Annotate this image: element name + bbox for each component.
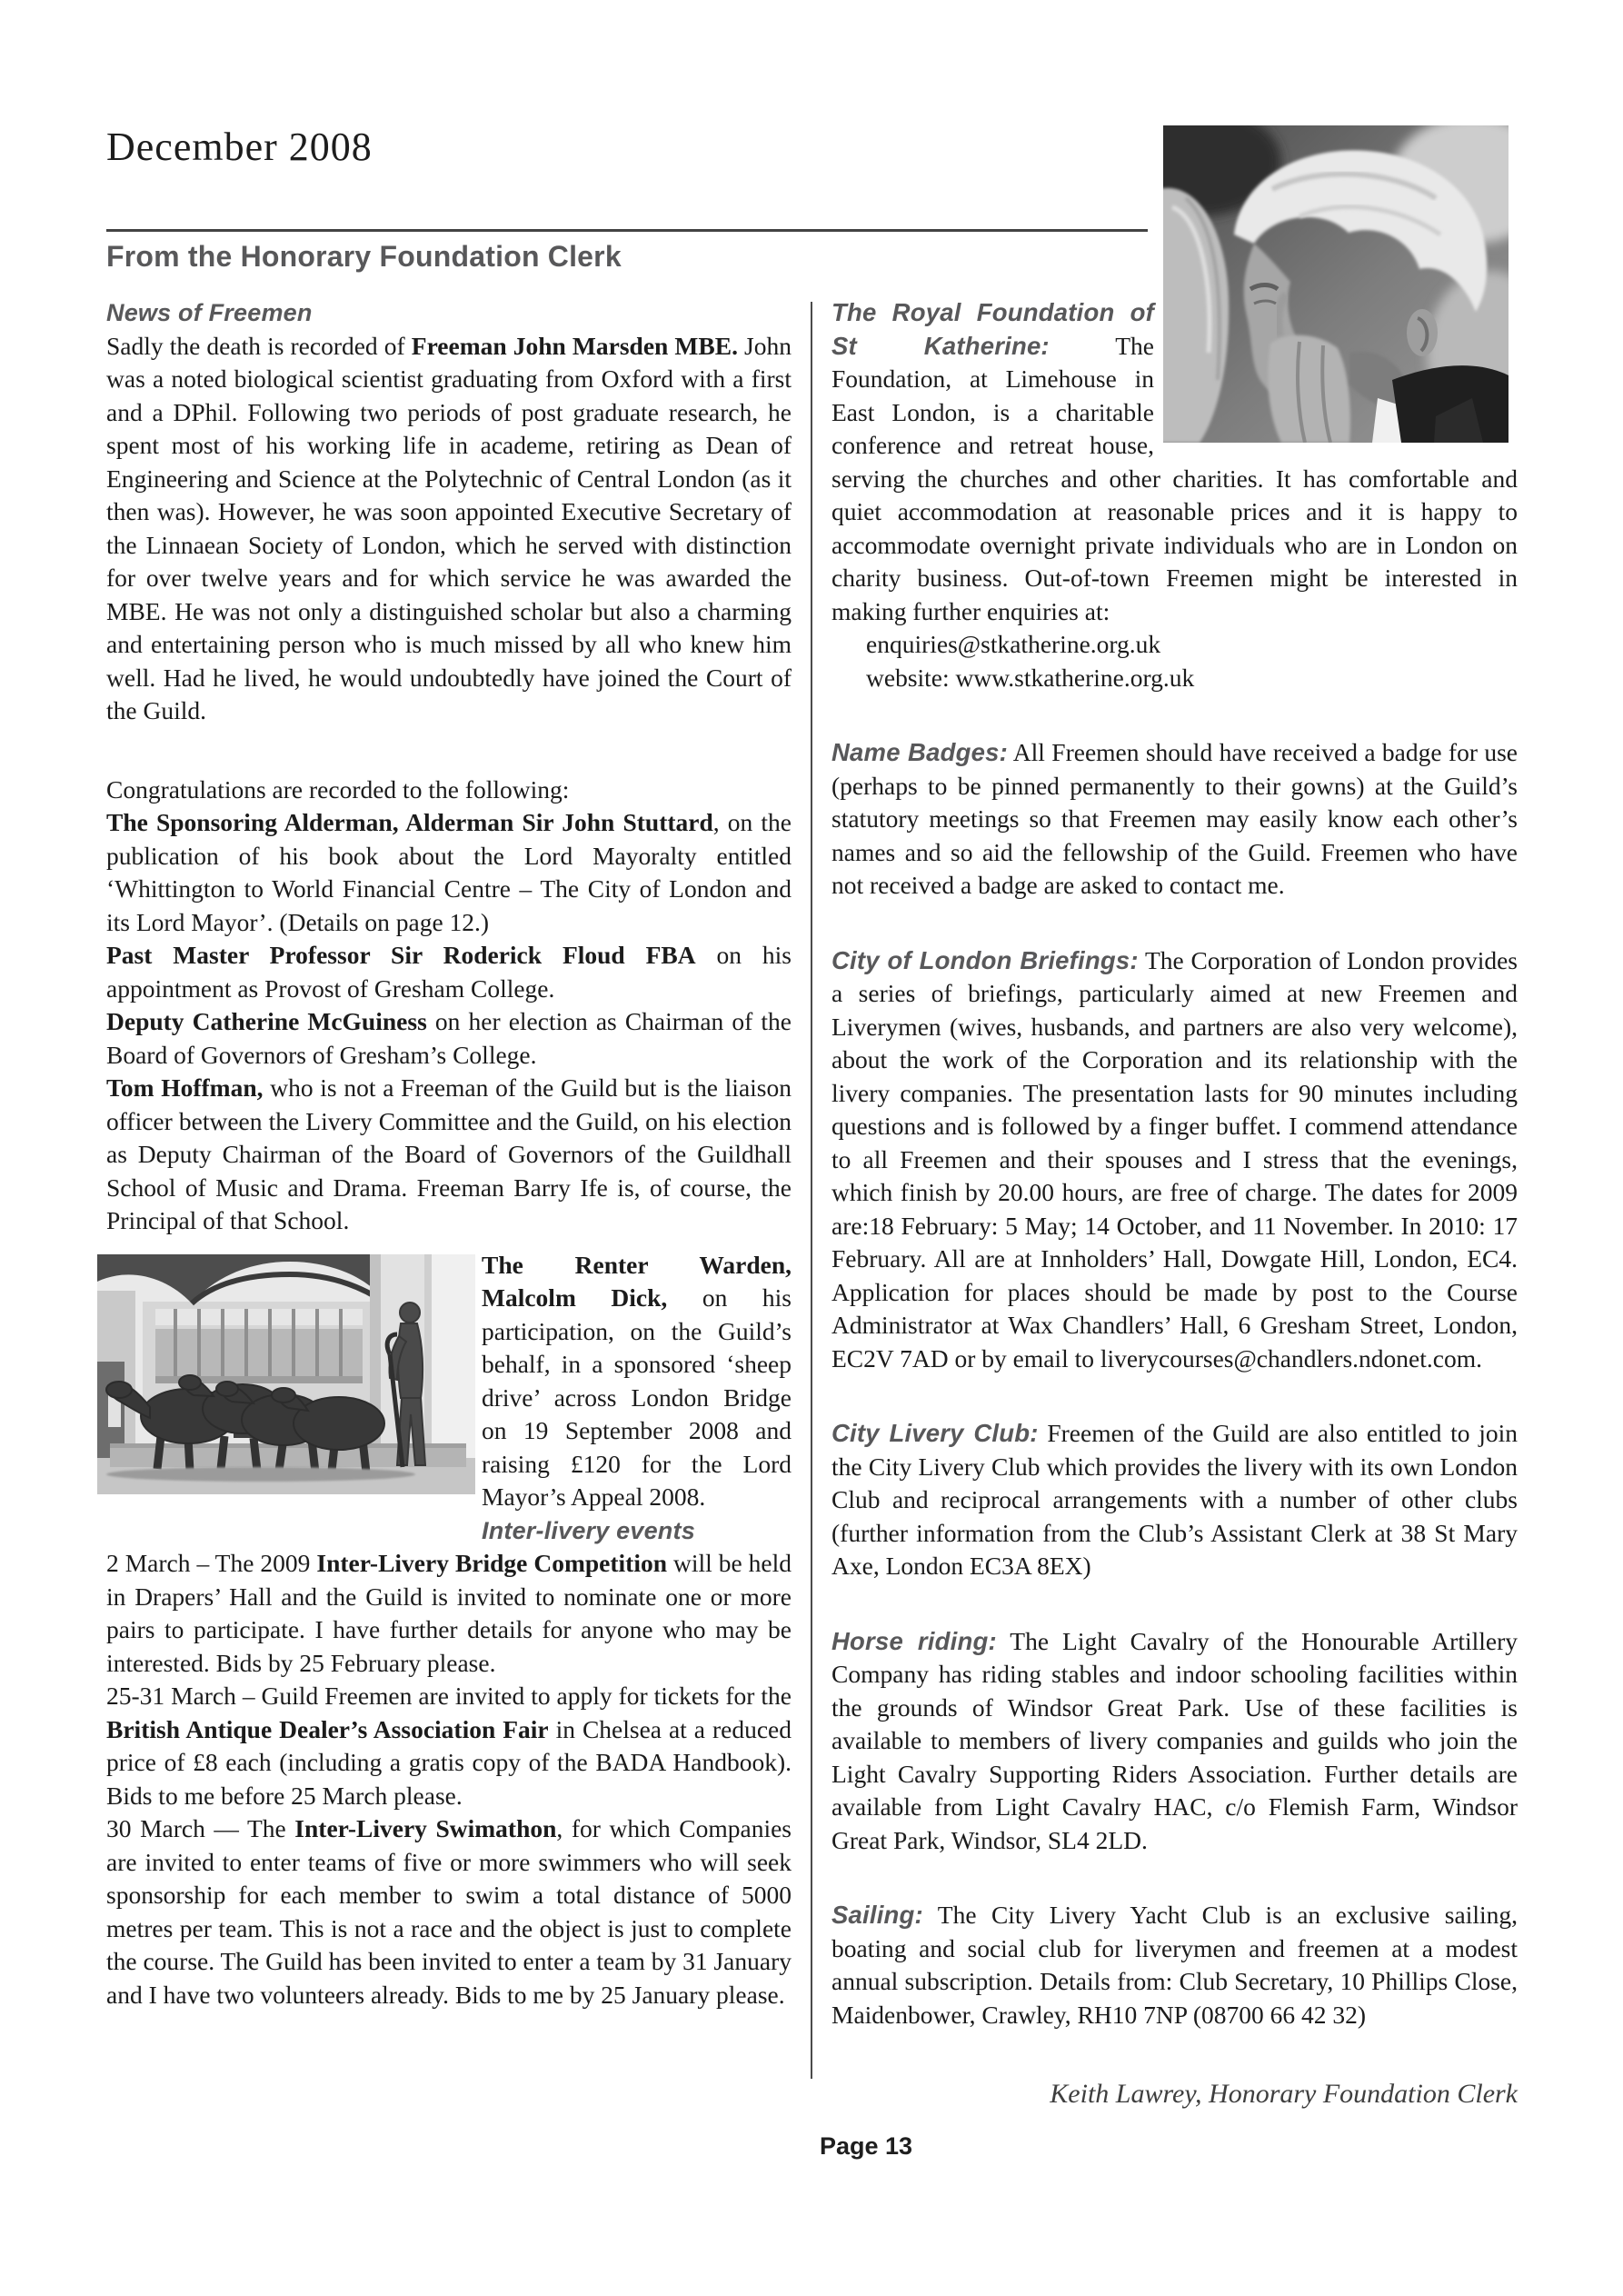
left-column — [106, 296, 792, 2111]
column-divider — [811, 302, 812, 2079]
subheading-news-of-freemen: News of Freemen — [106, 299, 313, 326]
paragraph-horse-riding: Horse riding: The Light Cavalry of the Honourable Artillery Company has riding stables and indoor schooling facilities within the grounds of Windsor Great Park. Use of these facilities is available to members of livery companies and guilds who join the Light Cavalry Supporting Riders Association. Further details are available from Light Cavalry HAC, c/o Flemish Farm, Windsor Great Park, Windsor, SL4 2LD. — [831, 1626, 1518, 1854]
paragraph-swimathon: 30 March — The Inter-Livery Swimathon, for which Companies are invited to enter teams of five or more swimmers who will seek sponsorship for each member to swim a total distance of 5000 metres per team. This is not a race and the object is just to complete the course. The Guild has been invited to enter a team by 31 January and I have two volunteers already. Bids to me by 25 January please. — [106, 1814, 792, 2009]
sheep-photo-graphic — [97, 1254, 475, 1494]
section-heading: From the Honorary Foundation Clerk — [106, 240, 622, 273]
portrait-photo-spacer — [1154, 296, 1518, 460]
header-rule — [106, 229, 1148, 232]
paragraph-renter-warden-text: The Renter Warden, Malcolm Dick, on his participation, on the Guild’s behalf, in a sponsored ‘sheep drive’ across London Bridge on 19 September 2008 and raising £120 for the Lord Mayor’s Appeal 2008. — [482, 1250, 792, 1511]
paragraph-name-badges: Name Badges: All Freemen should have received a badge for use (perhaps to be pinned permanently to their gowns) at the Guild’s statutory meetings so that Freemen may easily know each other’s names and so aid the fellowship of the Guild. Freemen who have not received a badge are asked to contact me. — [831, 738, 1518, 899]
paragraph-congrats-hoffman: Tom Hoffman, who is not a Freeman of the Guild but is the liaison officer between the Livery Committee and the Guild, on his election as Deputy Chairman of the Board of Governors of the Guildhall School of Music and Drama. Freeman Barry Ife is, of course, the Principal of that School. — [106, 1073, 792, 1234]
page-title: December 2008 — [106, 125, 373, 169]
paragraph-city-livery-club: City Livery Club: Freemen of the Guild are also entitled to join the City Livery Club which provides the livery with its own London Club and reciprocal arrangements with a number of other clubs (further information from the Club’s Assistant Clerk at 38 St Mary Axe, London EC3A 8EX) — [831, 1419, 1518, 1580]
contact-email: enquiries@stkatherine.org.uk — [866, 630, 1161, 658]
paragraph-city-briefings: City of London Briefings: The Corporation of London provides a series of briefings, particularly aimed at new Freemen and Liverymen (wives, husbands, and partners are also very welcome), about the work of the Corporation and its relationship with the livery companies. The presentation lasts for 90 minutes including questions and is followed by a finger buffet. I commend attendance to all Freemen and their spouses and I stress that the evenings, which finish by 20.00 hours, are free of charge. The dates for 2009 are:18 February: 5 May; 14 October, and 11 November. In 2010: 17 February. All are at Innholders’ Hall, Dowgate Hill, London, EC4. Application for places should be made by post to the Course Administrator at Wax Chandlers’ Hall, 6 Gresham Street, London, EC2V 7AD or by email to liverycourses@chandlers.ndonet.com. — [831, 945, 1518, 1373]
paragraph-congrats-floud: Past Master Professor Sir Roderick Floud FBA on his appointment as Provost of Gresham College. — [106, 941, 792, 1003]
page-number: Page 13 — [819, 2132, 913, 2160]
paragraph-renter-warden — [106, 1249, 792, 1514]
contact-website: website: www.stkatherine.org.uk — [866, 663, 1195, 692]
signature-line: Keith Lawrey, Honorary Foundation Clerk — [1050, 2079, 1518, 2109]
sheep-sculpture-photo — [97, 1254, 475, 1520]
right-column — [831, 296, 1518, 2111]
paragraph-congrats-mcguiness: Deputy Catherine McGuiness on her election as Chairman of the Board of Governors of Gresham’s College. — [106, 1007, 792, 1069]
paragraph-sailing: Sailing: The City Livery Yacht Club is an exclusive sailing, boating and social club for liverymen and freemen at a modest annual subscription. Details from: Club Secretary, 10 Phillips Close, Maidenbower, Crawley, RH10 7NP (08700 66 42 32) — [831, 1901, 1518, 2029]
paragraph-congrats-stuttard: The Sponsoring Alderman, Alderman Sir John Stuttard, on the publication of his book about the Lord Mayoralty entitled ‘Whittington to World Financial Centre – The City of London and its Lord Mayor’. (Details on page 12.) — [106, 808, 792, 936]
paragraph-royal-foundation — [831, 296, 1518, 628]
paragraph-bridge-competition: 2 March – The 2009 Inter-Livery Bridge Competition will be held in Drapers’ Hall and the Guild is invited to nominate one or more pairs to participate. I have further details for anyone who may be interested. Bids by 25 February please. — [106, 1549, 792, 1677]
paragraph-congratulations-intro: Congratulations are recorded to the following: — [106, 774, 570, 804]
paragraph-obituary: Sadly the death is recorded of Freeman John Marsden MBE. John was a noted biological scientist graduating from Oxford with a first and a DPhil. Following two periods of post graduate research, he spent most of his working life in academe, retiring as Dean of Engineering and Science at the Polytechnic of Central London (as it then was). However, he was soon appointed Executive Secretary of the Linnaean Society of London, which he served with distinction for over twelve years and for which service he was awarded the MBE. He was not only a distinguished scholar but also a charming and entertaining person who is much missed by all who knew him well. Had he lived, he would undoubtedly have joined the Court of the Guild. — [106, 331, 792, 724]
paragraph-royal-foundation-text: The Royal Foundation of St Katherine: The Foundation, at Limehouse in East London, is a charitable conference and retreat house, serving the churches and other charities. It has comfortable and quiet accommodation at reasonable prices and it is happy to accommodate overnight private individuals who are in London on charity business. Out-of-town Freemen might be interested in making further enquiries at: — [831, 298, 1518, 625]
paragraph-bada-fair: 25-31 March – Guild Freemen are invited to apply for tickets for the British Antique Dealer’s Association Fair in Chelsea at a reduced price of £8 each (including a gratis copy of the BADA Handbook). Bids to me before 25 March please. — [106, 1682, 792, 1810]
subheading-inter-livery-events: Inter-livery events — [482, 1516, 695, 1544]
